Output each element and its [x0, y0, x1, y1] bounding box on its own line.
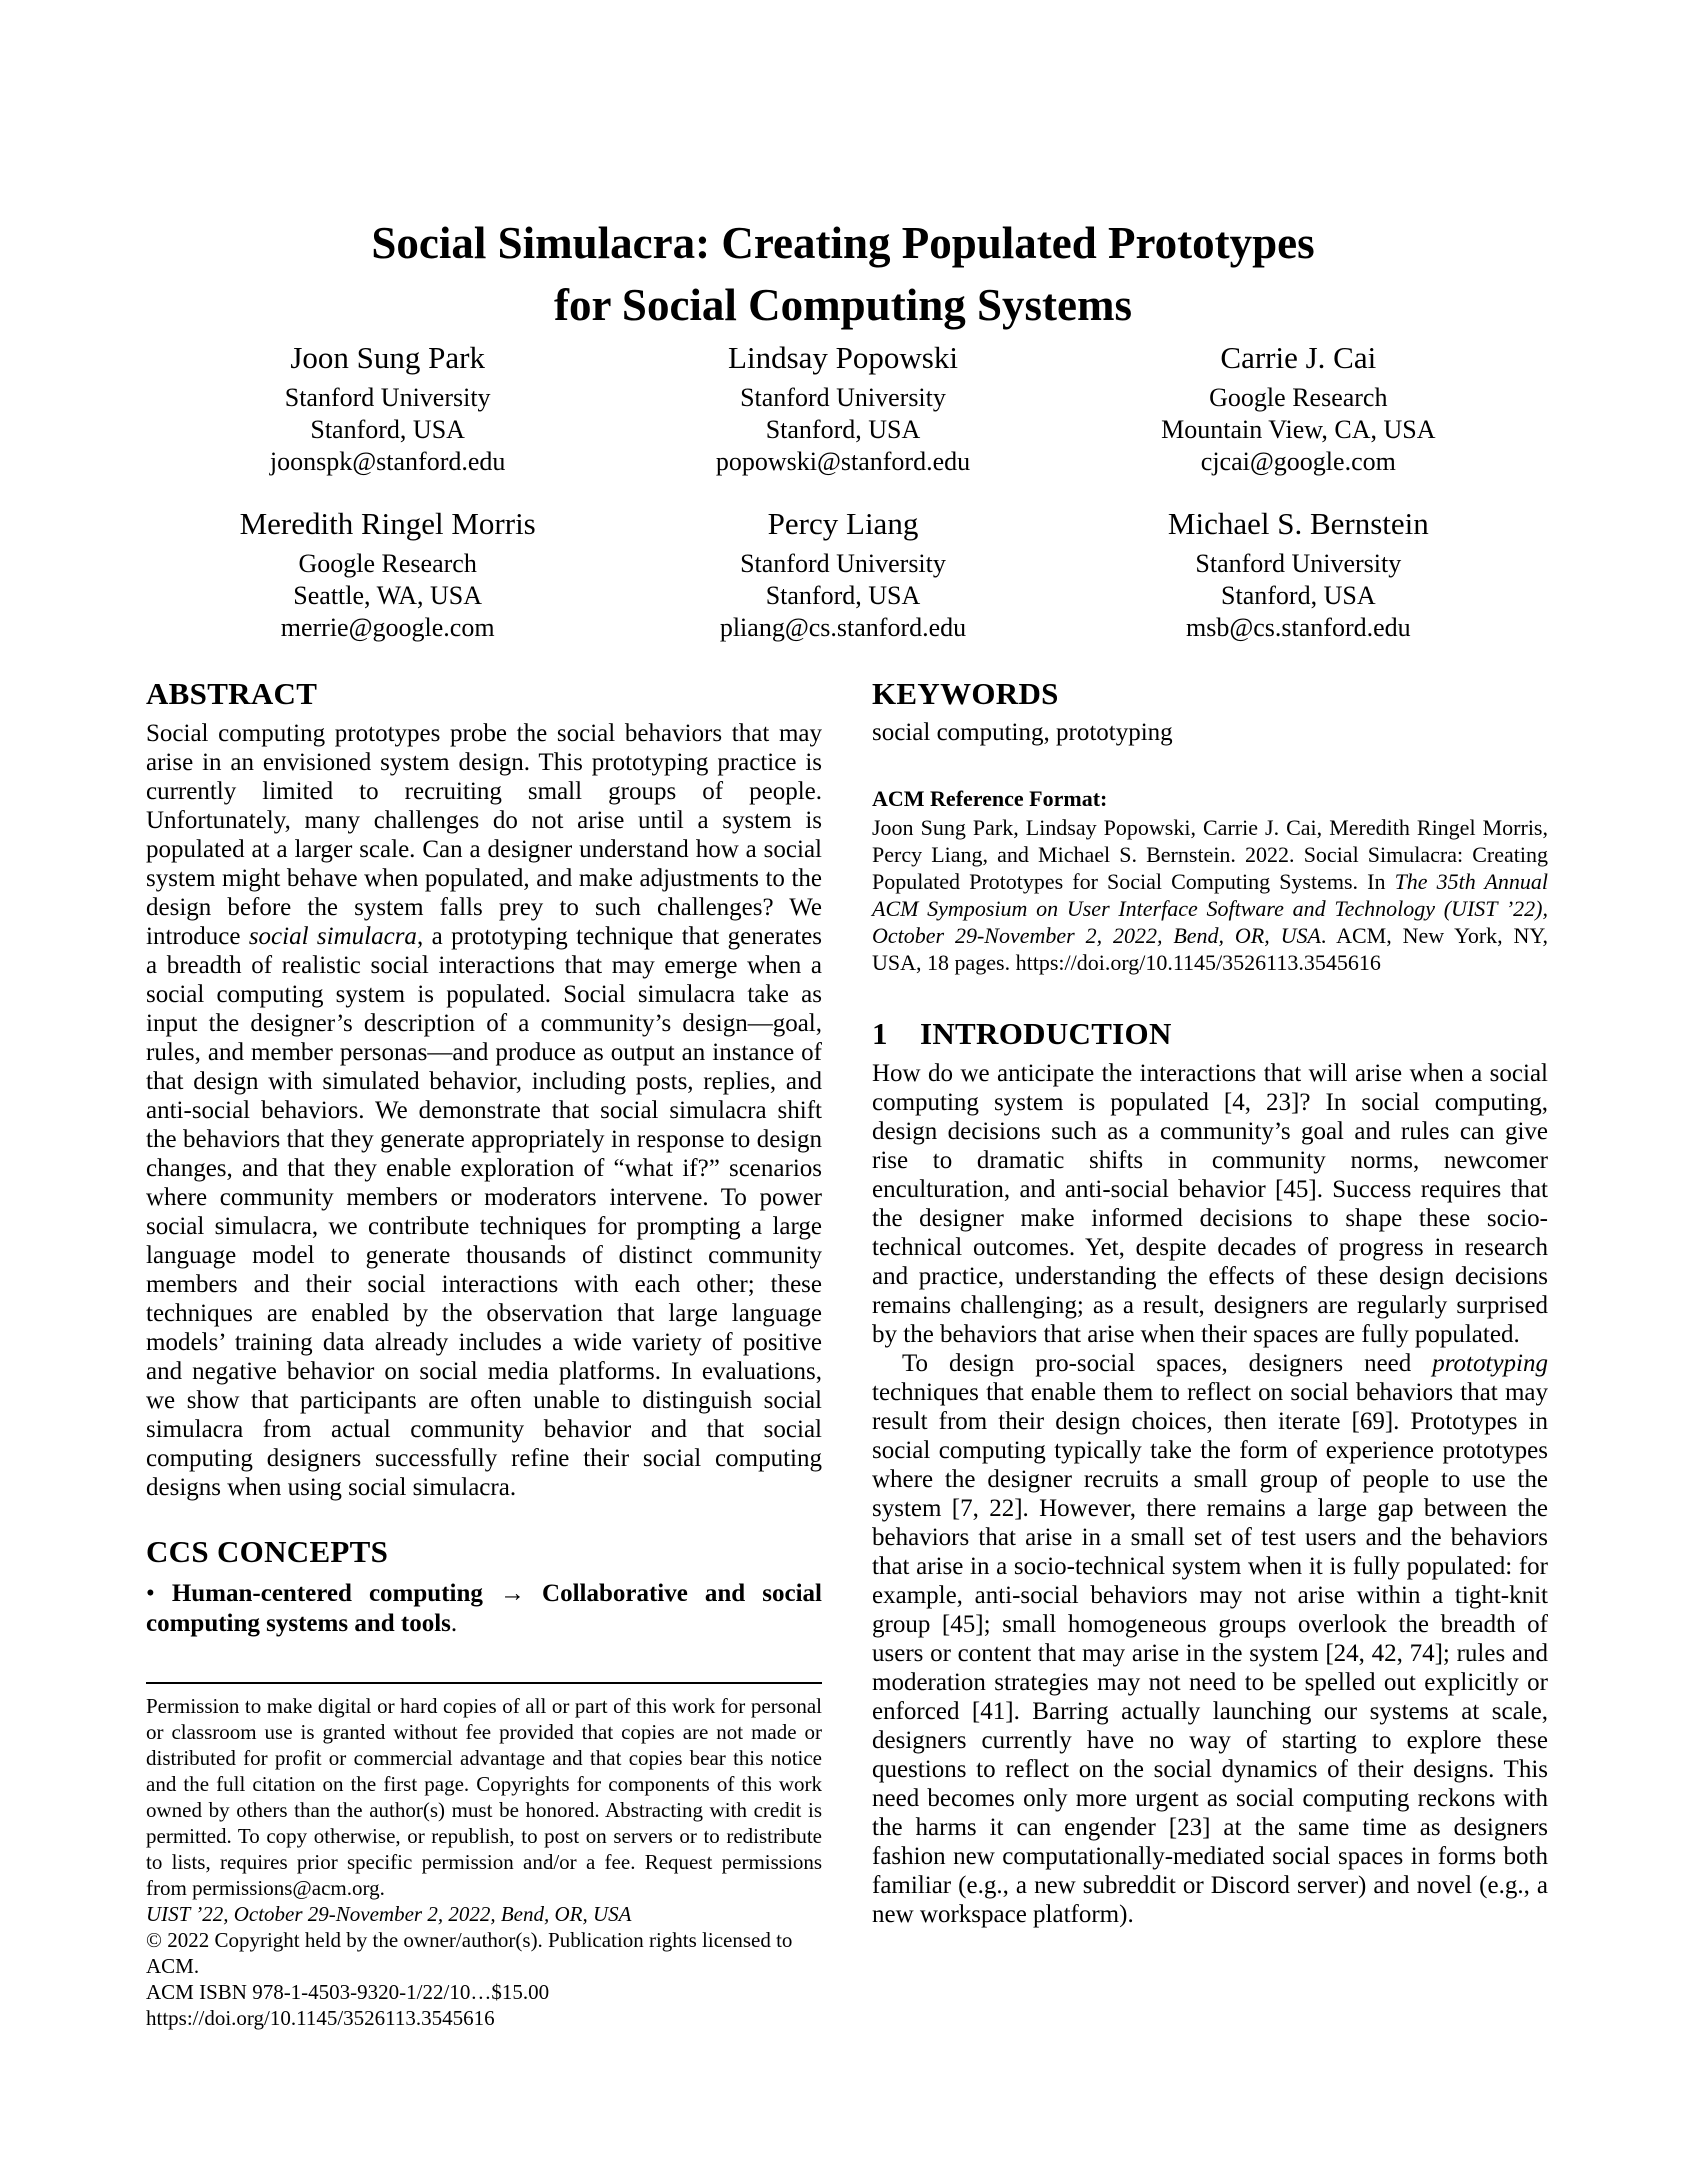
author-affiliation: Stanford University: [740, 383, 946, 412]
author-affiliation: Stanford University: [284, 383, 491, 412]
intro-section-title: INTRODUCTION: [920, 1016, 1172, 1051]
acm-reference-text: [872, 814, 1548, 976]
author-block: [160, 338, 615, 478]
footnote-block: [146, 1682, 822, 2031]
ccs-terminator: .: [450, 1610, 458, 1637]
abstract-segment: , a prototyping technique that generates a breadth of realistic social interactions that may emerge when a social computing system is populated. Social simulacra take as input the designer’s description of a community’s design—goal, rules, and member personas—and produce as output an instance of that design with simulated behavior, including posts, replies, and anti-social behaviors. We demonstrate that social simulacra shift the behaviors that they generate appropriately in response to design changes, and that they enable exploration of “what if?” scenarios where community members or moderators intervene. To power social simulacra, we contribute techniques for prompting a large language model to generate thousands of distinct community members and their social interactions with each other; these techniques are enabled by the observation that large language models’ training data already includes a wide variety of positive and negative behavior on social media platforms. In evaluations, we show that participants are often unable to distinguish social simulacra from actual community behavior and that social computing designers successfully refine their social computing designs when using social simulacra.: [146, 923, 822, 1501]
author-name: Percy Liang: [767, 506, 919, 541]
author-location: Seattle, WA, USA: [293, 581, 483, 610]
author-block: [615, 504, 1070, 644]
author-block: [1071, 338, 1526, 478]
author-email: joonspk@stanford.edu: [269, 447, 506, 476]
isbn-text: ACM ISBN 978-1-4503-9320-1/22/10…$15.00: [146, 1980, 550, 2004]
ccs-bullet: •: [146, 1580, 172, 1607]
authors-grid: [160, 338, 1526, 644]
author-location: Mountain View, CA, USA: [1161, 415, 1436, 444]
author-email: pliang@cs.stanford.edu: [719, 613, 967, 642]
author-email: popowski@stanford.edu: [715, 447, 971, 476]
author-location: Stanford, USA: [765, 581, 921, 610]
abstract-segment: Social computing prototypes probe the social behaviors that may arise in an envisioned system design. This prototyping practice is currently limited to recruiting small groups of people. Unfortunately, many challenges do not arise until a system is populated at a larger scale. Can a designer understand how a social system might behave when populated, and make adjustments to the design before the system falls prey to such challenges? We introduce: [146, 720, 822, 950]
author-affiliation: Stanford University: [1195, 549, 1402, 578]
keywords-text: social computing, prototyping: [872, 719, 1173, 746]
ccs-arrow: →: [482, 1580, 543, 1607]
author-name: Meredith Ringel Morris: [239, 506, 536, 541]
abstract-emphasis: social simulacra: [248, 923, 417, 950]
author-email: merrie@google.com: [280, 613, 495, 642]
acm-reference-venue: The 35th Annual ACM Symposium on User Interface Software and Technology (UIST ’22), October 29-November 2, 2022, Bend, OR, USA: [872, 869, 1549, 948]
abstract-heading: ABSTRACT: [146, 676, 318, 711]
intro-heading: [872, 1016, 1548, 1052]
paper-title: [0, 212, 1686, 336]
keywords-heading: KEYWORDS: [872, 676, 1059, 711]
paper-title-line-1: Social Simulacra: Creating Populated Prototypes: [371, 218, 1315, 268]
author-affiliation: Google Research: [298, 549, 477, 578]
abstract-text: [146, 719, 822, 1502]
intro-paragraph-2-emphasis: prototyping: [1432, 1350, 1548, 1377]
ccs-heading: CCS CONCEPTS: [146, 1534, 389, 1569]
ccs-block: [146, 1534, 822, 1639]
author-location: Stanford, USA: [765, 415, 921, 444]
copyright-text: © 2022 Copyright held by the owner/author(s). Publication rights licensed to ACM.: [146, 1928, 793, 1978]
intro-paragraph-2: [872, 1349, 1548, 1929]
author-block: [160, 504, 615, 644]
author-name: Lindsay Popowski: [728, 340, 958, 375]
intro-paragraph-2-segment: To design pro-social spaces, designers need: [902, 1350, 1433, 1377]
intro-paragraph-1: How do we anticipate the interactions that will arise when a social computing system is populated [4, 23]? In social computing, design decisions such as a community’s goal and rules can give rise to dramatic shifts in community norms, newcomer enculturation, and anti-social behavior [45]. Success requires that the designer make informed decisions to shape these socio-technical outcomes. Yet, despite decades of progress in research and practice, understanding the effects of these design decisions remains challenging; as a result, designers are regularly surprised by the behaviors that arise when their spaces are fully populated.: [872, 1060, 1548, 1348]
author-block: [1071, 504, 1526, 644]
ccs-concepts: Collaborative and social computing systems and tools: [146, 1580, 822, 1637]
acm-reference-segment: . ACM, New York, NY, USA, 18 pages. https://doi.org/10.1145/3526113.3545616: [872, 923, 1548, 975]
acm-reference-block: [872, 785, 1548, 976]
author-email: msb@cs.stanford.edu: [1185, 613, 1411, 642]
author-name: Carrie J. Cai: [1220, 340, 1377, 375]
author-affiliation: Google Research: [1209, 383, 1388, 412]
ccs-group: Human-centered computing: [171, 1580, 483, 1607]
permission-text: Permission to make digital or hard copies of all or part of this work for personal or classroom use is granted without fee provided that copies are not made or distributed for profit or commercial advantage and that copies bear this notice and the full citation on the first page. Copyrights for components of this work owned by others than the author(s) must be honored. Abstracting with credit is permitted. To copy otherwise, or republish, to post on servers or to redistribute to lists, requires prior specific permission and/or a fee. Request permissions from permissions@acm.org.: [146, 1694, 822, 1900]
paper-title-line-2: for Social Computing Systems: [554, 280, 1132, 330]
intro-paragraph-2-segment: techniques that enable them to reflect on social behaviors that may result from their design choices, then iterate [69]. Prototypes in social computing typically take the form of experience prototypes where the designer recruits a small group of people to use the system [7, 22]. However, there remains a large gap between the behaviors that arise in a small set of test users and the behaviors that arise in a socio-technical system when it is fully populated: for example, anti-social behaviors may not arise within a tight-knit group [45]; small homogeneous groups overlook the breadth of users or content that may arise in the system [24, 42, 74]; rules and moderation strategies may not need to be spelled out explicitly or enforced [41]. Barring actually launching our systems at scale, designers currently have no way of starting to explore these questions to reflect on the social dynamics of their designs. This need becomes only more urgent as social computing reckons with the harms it can engender [23] at the same time as designers fashion new computationally-mediated social spaces in forms both familiar (e.g., a new subreddit or Discord server) and novel (e.g., a new workspace platform).: [872, 1379, 1548, 1928]
venue-text: UIST ’22, October 29-November 2, 2022, Bend, OR, USA: [146, 1902, 632, 1926]
author-block: [615, 338, 1070, 478]
acm-reference-segment: Joon Sung Park, Lindsay Popowski, Carrie J. Cai, Meredith Ringel Morris, Percy Liang, and Michael S. Bernstein. 2022. Social Simulacra: Creating Populated Prototypes for Social Computing Systems. In: [872, 815, 1548, 894]
author-name: Joon Sung Park: [290, 340, 485, 375]
right-column: [872, 676, 1548, 1929]
author-affiliation: Stanford University: [740, 549, 946, 578]
author-name: Michael S. Bernstein: [1167, 506, 1429, 541]
author-location: Stanford, USA: [310, 415, 465, 444]
left-column: [146, 676, 822, 1639]
footnote-divider: [146, 1682, 822, 1684]
author-email: cjcai@google.com: [1200, 447, 1396, 476]
ccs-text: [146, 1579, 822, 1639]
doi-text: https://doi.org/10.1145/3526113.3545616: [146, 2006, 495, 2030]
acm-reference-heading: ACM Reference Format:: [872, 786, 1108, 811]
author-location: Stanford, USA: [1221, 581, 1376, 610]
intro-section-number: 1: [872, 1016, 888, 1051]
